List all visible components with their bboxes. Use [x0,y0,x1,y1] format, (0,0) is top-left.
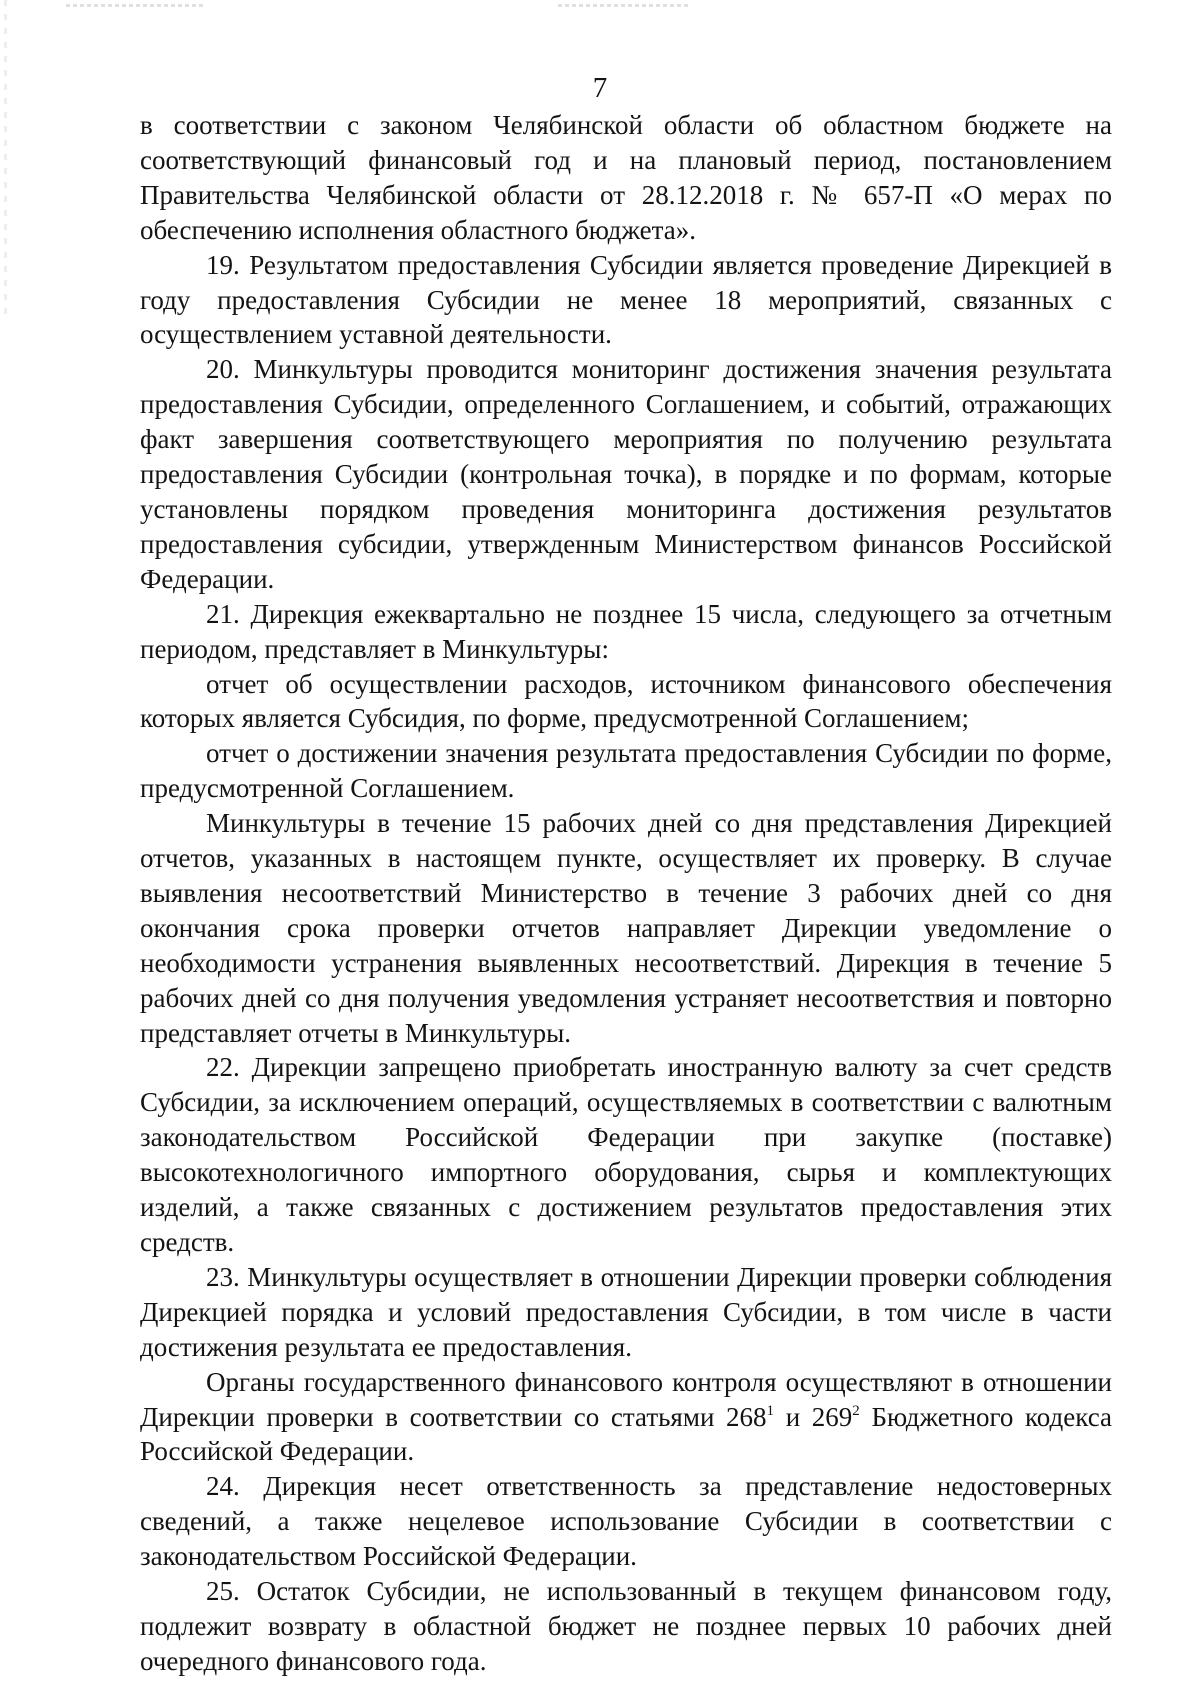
superscript-article-269: 2 [852,1402,860,1419]
paragraph-23: 23. Минкультуры осуществляет в отношении Дирекции проверки соблюдения Дирекцией порядка и условий предоставления Субсидии, в том числе в части достижения результата ее предоставления. [140,1261,1112,1362]
paragraph-22: 22. Дирекции запрещено приобретать иностранную валюту за счет средств Субсидии, за исключением операций, осуществляемых в соответствии с валютным законодательством Российской Федерации при закупке (поставке) высокотехнологичного импортного оборудования, сырья и комплектующих изделий, а также связанных с достижением результатов предоставления этих средств. [140,1052,1112,1257]
scan-artifact [558,4,688,7]
paragraph-21: 21. Дирекция ежеквартально не позднее 15 числа, следующего за отчетным периодом, представляет в Минкультуры: [140,598,1112,664]
paragraph-continuation: в соответствии с законом Челябинской области об областном бюджете на соответствующий финансовый год и на плановый период, постановлением Правительства Челябинской области от 28.12.2018 г. № 657-П «О мерах по обеспечению исполнения областного бюджета». [140,110,1112,245]
page-number: 7 [592,72,608,104]
paragraph-21-result-report: отчет о достижении значения результата предоставления Субсидии по форме, предусмотренной Соглашением. [140,738,1112,804]
paragraph-25: 25. Остаток Субсидии, не использованный в текущем финансовом году, подлежит возврату в областной бюджет не позднее первых 10 рабочих дней очередного финансового года. [140,1576,1112,1676]
document-body [140,108,1112,1679]
paragraph-23-control-text: Органы государственного финансового контроля осуществляют в отношении Дирекции проверки в соответствии со статьями 268 [140,1366,1112,1432]
paragraph-24: 24. Дирекция несет ответственность за представление недостоверных сведений, а также нецелевое использование Субсидии в соответствии с законодательством Российской Федерации. [140,1471,1112,1572]
paragraph-23-control [140,1365,1112,1470]
paragraph-20: 20. Минкультуры проводится мониторинг достижения значения результата предоставления Субсидии, определенного Соглашением, и событий, отражающих факт завершения соответствующего мероприятия по получению результата предоставления Субсидии (контрольная точка), в порядке и по формам, которые установлены порядком проведения мониторинга достижения результатов предоставления субсидии, утвержденным Министерством финансов Российской Федерации. [140,354,1112,594]
scan-artifact [66,4,206,7]
paragraph-23-control-text-end: Бюджетного кодекса Российской Федерации. [140,1401,1112,1467]
paragraph-21-expense-report: отчет об осуществлении расходов, источником финансового обеспечения которых является Субсидия, по форме, предусмотренной Соглашением; [140,668,1112,734]
paragraph-23-control-text-middle: и 269 [774,1401,853,1432]
paragraph-19: 19. Результатом предоставления Субсидии является проведение Дирекцией в году предоставления Субсидии не менее 18 мероприятий, связанных с осуществлением уставной деятельности. [140,249,1112,350]
paragraph-21-verification: Минкультуры в течение 15 рабочих дней со дня представления Дирекцией отчетов, указанных в настоящем пункте, осуществляет их проверку. В случае выявления несоответствий Министерство в течение 3 рабочих дней со дня окончания срока проверки отчетов направляет Дирекции уведомление о необходимости устранения выявленных несоответствий. Дирекция в течение 5 рабочих дней со дня получения уведомления устраняет несоответствия и повторно представляет отчеты в Минкультуры. [140,808,1112,1048]
scan-edge-artifact [4,0,7,320]
superscript-article-268: 1 [766,1402,775,1419]
